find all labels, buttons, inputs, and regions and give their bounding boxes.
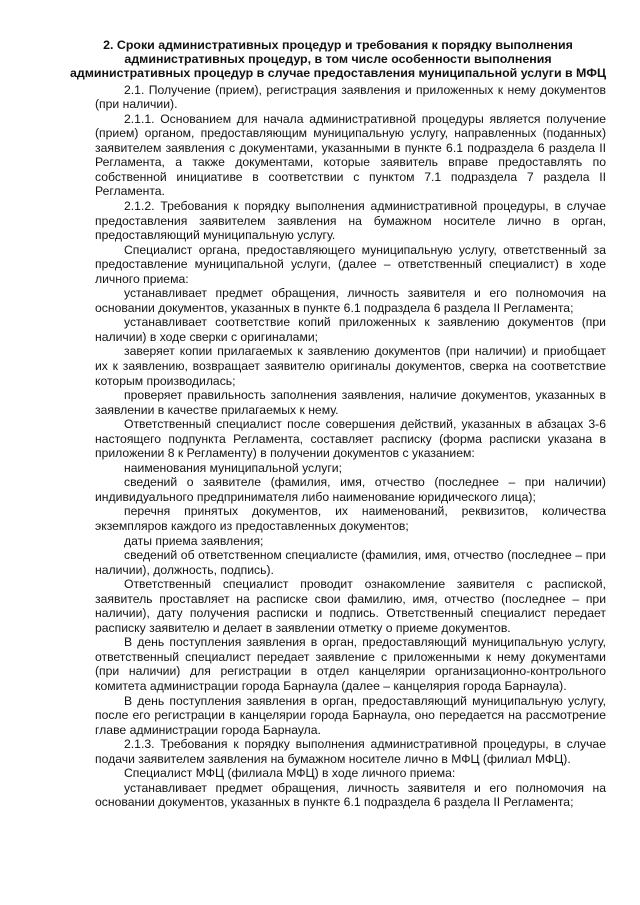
list-item: устанавливает предмет обращения, личность заявителя и его полномочия на основании документов, указанных в пункте 6.1 подраздела 6 раздела II Регламента; xyxy=(95,780,606,810)
list-item: наименования муниципальной услуги; xyxy=(124,460,342,475)
paragraph-2-1: 2.1. Получение (прием), регистрация заявления и приложенных к нему документов (при наличии). xyxy=(95,82,606,112)
list-item: сведений о заявителе (фамилия, имя, отчество (последнее – при наличии) индивидуального предпринимателя либо наименование юридического лица); xyxy=(95,475,606,504)
list-item: даты приема заявления; xyxy=(124,533,264,548)
list-item: сведений об ответственном специалисте (фамилия, имя, отчество (последнее – при наличии), должность, подпись). xyxy=(95,548,606,577)
list-item: устанавливает предмет обращения, личность заявителя и его полномочия на основании документов, указанных в пункте 6.1 подраздела 6 раздела II Регламента; xyxy=(95,286,606,315)
paragraph-2-1-3: 2.1.3. Требования к порядку выполнения административной процедуры, в случае подачи заявителем заявления на бумажном носителе лично в МФЦ (филиал МФЦ). xyxy=(95,737,606,766)
paragraph-mfc-intro: Специалист МФЦ (филиала МФЦ) в ходе личного приема: xyxy=(124,766,456,781)
paragraph-registration: В день поступления заявления в орган, предоставляющий муниципальную услугу, ответственный специалист передает заявление с приложенными к нему документами (при наличии) для регистрации в отдел канцелярии организационно-контрольного комитета администрации города Барнаула (далее – канцелярия города Барнаула). xyxy=(95,635,606,694)
paragraph-2-1-2: 2.1.2. Требования к порядку выполнения административной процедуры, в случае предоставления заявителем заявления на бумажном носителе лично в орган, предоставляющий муниципальную услугу. xyxy=(95,198,606,243)
section-heading: 2. Сроки административных процедур и требования к порядку выполнения административных процедур, в том числе особенности выполнения административных процедур в случае предоставления муниципальной услуги в МФЦ xyxy=(70,38,607,81)
paragraph-familiarization: Ответственный специалист проводит ознакомление заявителя с распиской, заявитель проставляет на расписке свои фамилию, имя, отчество (последнее – при наличии), дату получения расписки и подпись. Ответственный специалист передает расписку заявителю и делает в заявлении отметку о приеме документов. xyxy=(95,577,606,635)
paragraph-receipt: Ответственный специалист после совершения действий, указанных в абзацах 3-6 настоящего подпункта Регламента, составляет расписку (форма расписки указана в приложении 8 к Регламенту) в получении документов с указанием: xyxy=(95,417,606,461)
list-item: перечня принятых документов, их наименований, реквизитов, количества экземпляров каждого из предоставленных документов; xyxy=(95,504,606,534)
paragraph-review: В день поступления заявления в орган, предоставляющий муниципальную услугу, после его регистрации в канцелярии города Барнаула, оно передается на рассмотрение главе администрации города Барнаула. xyxy=(95,693,606,737)
paragraph-2-1-1: 2.1.1. Основанием для начала административной процедуры является получение (прием) органом, предоставляющим муниципальную услугу, направленных (поданных) заявителем заявления с документами, указанными в пункте 6.1 подраздела 6 раздела II Регламента, а также документами, которые заявитель вправе предоставлять по собственной инициативе в соответствии с пунктом 7.1 подраздела 7 раздела II Регламента. xyxy=(95,111,606,199)
list-item: устанавливает соответствие копий приложенных к заявлению документов (при наличии) в ходе сверки с оригиналами; xyxy=(95,315,606,344)
list-item: проверяет правильность заполнения заявления, наличие документов, указанных в заявлении в качестве прилагаемых к нему. xyxy=(95,388,606,417)
list-item: заверяет копии прилагаемых к заявлению документов (при наличии) и приобщает их к заявлению, возвращает заявителю оригиналы документов, сверка на соответствие которым производилась; xyxy=(95,344,606,388)
paragraph-specialist-intro: Специалист органа, предоставляющего муниципальную услугу, ответственный за предоставление муниципальной услуги, (далее – ответственный специалист) в ходе личного приема: xyxy=(95,242,606,286)
